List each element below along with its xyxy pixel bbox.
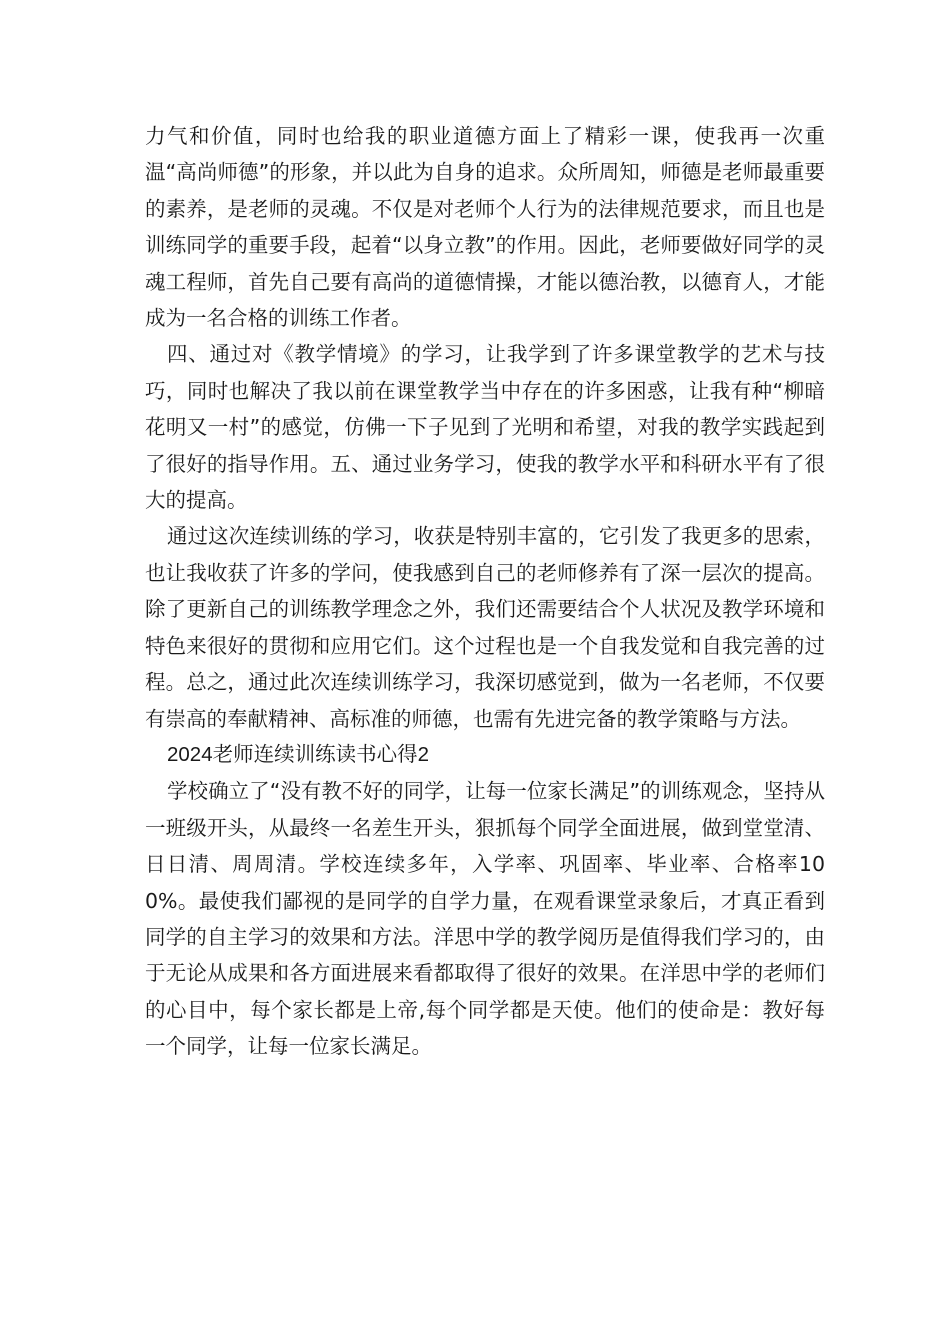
paragraph-summary: 通过这次连续训练的学习，收获是特别丰富的，它引发了我更多的思索，也让我收获了许多的学问，使我感到自己的老师修养有了深一层次的提高。除了更新自己的训练教学理念之外，我们还需要结合个人状况及教学环境和特色来很好的贯彻和应用它们。这个过程也是一个自我发觉和自我完善的过程。总之，通过此次连续训练学习，我深切感觉到，做为一名老师，不仅要有崇高的奉献精神、高标准的师德，也需有先进完备的教学策略与方法。 xyxy=(145,524,825,731)
paragraph-school-philosophy: 学校确立了“没有教不好的同学，让每一位家长满足”的训练观念，坚持从一班级开头，从最终一名差生开头，狠抓每个同学全面进展，做到堂堂清、日日清、周周清。学校连续多年，入学率、巩固率、毕业率、合格率100%。最使我们鄙视的是同学的自学力量，在观看课堂录象后，才真正看到同学的自主学习的效果和方法。洋思中学的教学阅历是值得我们学习的，由于无论从成果和各方面进展来看都取得了很好的效果。在洋思中学的老师们的心目中，每个家长都是上帝,每个同学都是天使。他们的使命是：教好每一个同学，让每一位家长满足。 xyxy=(145,779,825,1059)
paragraph-continued: 力气和价值，同时也给我的职业道德方面上了精彩一课，使我再一次重温“高尚师德”的形象，并以此为自身的追求。众所周知，师德是老师最重要的素养，是老师的灵魂。不仅是对老师个人行为的法律规范要求，而且也是训练同学的重要手段，起着“以身立教”的作用。因此，老师要做好同学的灵魂工程师，首先自己要有高尚的道德情操，才能以德治教，以德育人，才能成为一名合格的训练工作者。 xyxy=(145,124,825,331)
document-body xyxy=(145,118,825,1065)
paragraph-section-four: 四、通过对《教学情境》的学习，让我学到了许多课堂教学的艺术与技巧，同时也解决了我以前在课堂教学当中存在的许多困惑，让我有种“柳暗花明又一村”的感觉，仿佛一下子见到了光明和希望，对我的教学实践起到了很好的指导作用。五、通过业务学习，使我的教学水平和科研水平有了很大的提高。 xyxy=(145,342,825,513)
section-heading: 2024老师连续训练读书心得2 xyxy=(167,742,430,766)
